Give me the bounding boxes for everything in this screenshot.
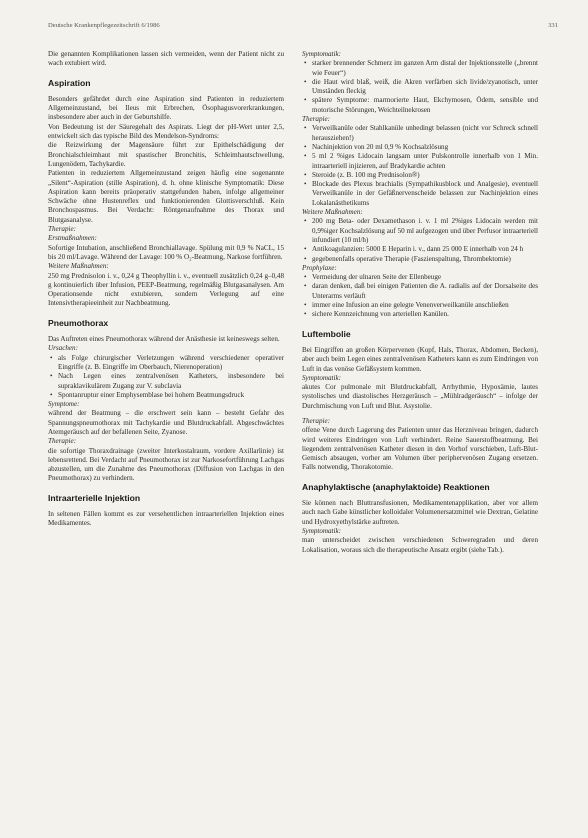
bullet-list [302, 124, 538, 208]
bullet-list [302, 59, 538, 115]
paragraph: In seltenen Fällen kommt es zur versehentlichen intraarteriellen Injektion eines Medikamentes. [48, 510, 284, 528]
right-column [302, 50, 538, 818]
list-item: • als Folge chirurgischer Verletzungen während verschiedener operativer Eingriffe (z. B. Eingriffe im Oberbauch, Nierenoperation) [58, 354, 284, 373]
left-column [48, 50, 284, 818]
list-item: • Antikoagulanzien: 5000 E Heparin i. v., dann 25 000 E innerhalb von 24 h [312, 245, 538, 254]
section-title-anaphylaktische: Anaphylaktische (anaphylaktoide) Reaktionen [302, 481, 490, 492]
list-item: • sichere Kennzeichnung von arteriellen Kanülen. [312, 310, 538, 319]
section-title-aspiration: Aspiration [48, 77, 91, 88]
subheading: Symptomatik: [302, 526, 342, 535]
list-item: • Nach Legen eines zentralvenösen Katheters, insbesondere bei supraklavikulärem Zugang zur V. subclavia [58, 372, 284, 391]
paragraph: offene Vene durch Lagerung des Patienten unter das Herzniveau bringen, dadurch wird weiteres Eindringen von Luft verhindert. Reine Sauerstoffbeatmung. Bei liegendem zentralvenösen Katheter diesen in den Vorhof vorschieben, Luft-Blut-Gemisch absaugen, vorher am Volumen über periphervenösen Zugang ersetzen. Falls notwendig, Thorakotomie. [302, 426, 538, 472]
list-item: • immer eine Infusion an eine gelegte Venenverweilkanüle anschließen [312, 301, 538, 310]
section-title-pneumothorax: Pneumothorax [48, 317, 109, 328]
list-item: • Steroide (z. B. 100 mg Prednisolon®) [312, 171, 538, 180]
paragraph: 250 mg Prednisolon i. v., 0,24 g Theophyllin i. v., eventuell zusätzlich 0,24 g–0,48 g kontinuierlich über Infusion, PEEP-Beatmung, regelmäßig Blutgasanalysen. Am Operationsende nicht extubieren, sondern Verlegung auf eine Intensivtherapieeinheit zur Nachbeatmung. [48, 271, 284, 308]
list-item: • Nachinjektion von 20 ml 0,9 % Kochsalzlösung [312, 143, 538, 152]
list-item: • die Haut wird blaß, weiß, die Akren verfärben sich livide/zyanotisch, unter Umständen fleckig [312, 78, 538, 97]
subheading: Therapie: [302, 115, 330, 124]
paragraph: die Reizwirkung der Magensäure führt zur Epithelschädigung der Bronchialschleimhaut mit spastischer Bronchitis, Schleimhautschwellung, Lungenödem, Tachykardie. [48, 141, 284, 168]
subheading: Erstmaßnahmen: [48, 234, 97, 243]
subheading: Symptome: [48, 400, 80, 409]
subheading: Weitere Maßnahmen: [302, 208, 363, 217]
subheading: Therapie: [48, 225, 76, 234]
list-item: • 5 ml 2 %iges Lidocain langsam unter Pulskontrolle innerhalb von 1 Min. intraarteriell injizieren, auf Bradykardie achten [312, 152, 538, 171]
paragraph: Sofortige Intubation, anschließend Bronchiallavage. Spülung mit 0,9 % NaCL, 15 bis 20 ml/Lavage. Während der Lavage: 100 % O₂-Beatmung, Narkose fortführen. [48, 243, 284, 261]
paragraph: Patienten in reduziertem Allgemeinzustand zeigen häufig eine sogenannte „Silent“-Aspiration (stille Aspiration), d. h. ohne klinische Symptomatik: Diese Aspiration kann bereits präoperativ stattgefunden haben, infolge allgemeiner Schwäche ohne Hustenreflex und funktionierenden Glottisverschluß. Kein Bronchospasmus. Bei Verdacht: Röntgenaufnahme des Thorax und Blutgasanalyse. [48, 169, 284, 224]
list-item: • spätere Symptome: marmorierte Haut, Ekchymosen, Ödem, sensible und motorische Störungen, Weichteilnekrosen [312, 96, 538, 115]
text-columns [48, 50, 558, 818]
bullet-list [302, 273, 538, 319]
journal-title: Deutsche Krankenpflegezeitschrift 6/1986 [48, 22, 160, 29]
list-item: • daran denken, daß bei einigen Patienten die A. radialis auf der Dorsalseite des Unterarms verläuft [312, 282, 538, 301]
list-item: • 200 mg Beta- oder Dexamethason i. v. 1 ml 2%iges Lidocain werden mit 0,9%iger Kochsalzlösung auf 50 ml aufgezogen und über Perfusor intraarteriell infundiert (10 ml/h) [312, 217, 538, 245]
bullet-list [48, 354, 284, 400]
list-item: • starker brennender Schmerz im ganzen Arm distal der Injektionsstelle („brennt wie Feuer“) [312, 59, 538, 78]
list-item: • Spontanruptur einer Emphysemblase bei hohem Beatmungsdruck [58, 391, 284, 400]
paragraph: Sie können nach Bluttransfusionen, Medikamentenapplikation, aber vor allem auch nach Gabe künstlicher kolloidaler Volumenersatzmittel wie Dextran, Gelatine und Hydroxyethylstärke auftreten. [302, 499, 538, 526]
subheading: Symptomatik: [302, 373, 342, 382]
subheading: Prophylaxe: [302, 263, 337, 272]
paragraph: Bei Eingriffen an großen Körpervenen (Kopf, Hals, Thorax, Abdomen, Becken), aber auch beim Legen eines zentralvenösen Katheters kann es zum Eindringen von Luft in das venöse Gefäßsystem kommen. [302, 345, 538, 373]
subheading: Therapie: [302, 416, 330, 425]
subheading: Therapie: [48, 437, 76, 446]
subheading: Ursachen: [48, 344, 78, 353]
list-item: • Vermeidung der ulnaren Seite der Ellenbeuge [312, 273, 538, 282]
list-item: • gegebenenfalls operative Therapie (Faszienspaltung, Thrombektomie) [312, 255, 538, 264]
paragraph: Besonders gefährdet durch eine Aspiration sind Patienten in reduziertem Allgemeinzustand, bei Ileus mit Erbrechen, Ösophagusvorerkrankungen, insbesondere aber auch in der Geburtshilfe. [48, 94, 284, 122]
paragraph: während der Beatmung – die erschwert sein kann – besteht Gefahr des Spannungspneumothorax mit Tachykardie und Blutdruckabfall. Abgeschwächtes Atemgeräusch auf der befallenen Seite, Zyanose. [48, 409, 284, 436]
list-item: • Verweilkanüle oder Stahlkanüle unbedingt belassen (nicht vor Schreck schnell herausziehen!) [312, 124, 538, 143]
subheading: Symptomatik: [302, 50, 342, 58]
paragraph: Das Auftreten eines Pneumothorax während der Anästhesie ist keineswegs selten. [48, 335, 280, 344]
paragraph: die sofortige Thoraxdrainage (zweiter Interkostalraum, vordere Axillarlinie) ist lebensrettend. Bei Verdacht auf Pneumothorax ist zur Narkosefortführung Lachgas abzustellen, um die Zunahme des Pneumothorax (Diffusion von Lachgas in den Pneumothorax) zu verhindern. [48, 446, 284, 483]
intro-paragraph: Die genannten Komplikationen lassen sich vermeiden, wenn der Patient nicht zu wach extubiert wird. [48, 50, 284, 68]
section-title-luftembolie: Luftembolie [302, 328, 351, 339]
list-item: • Blockade des Plexus brachialis (Sympathikusblock und Analgesie), eventuell Verweilkanüle in der Gefäßnervenscheide belassen zur Nachinjektion eines Lokalanästhetikums [312, 180, 538, 208]
subheading: Weitere Maßnahmen: [48, 262, 109, 271]
section-title-intraarterielle: Intraarterielle Injektion [48, 492, 141, 503]
page-number: 331 [548, 22, 558, 29]
bullet-list [302, 217, 538, 263]
paragraph: akutes Cor pulmonale mit Blutdruckabfall, Arrhythmie, Hypoxämie, lautes systolisches und diastolisches Herzgeräusch – „Mühlradgeräusch“ – infolge der Durchmischung von Luft und Blut. Asystolie. [302, 383, 538, 410]
paragraph: Von Bedeutung ist der Säuregehalt des Aspirats. Liegt der pH-Wert unter 2,5, entwickelt sich das typische Bild des Mendelson-Syndroms: [48, 122, 284, 141]
page-header [48, 22, 558, 29]
paragraph: man unterscheidet zwischen verschiedenen Schweregraden und deren Lokalisation, woraus sich die therapeutische Ansatz ergibt (siehe Tab.). [302, 536, 538, 554]
